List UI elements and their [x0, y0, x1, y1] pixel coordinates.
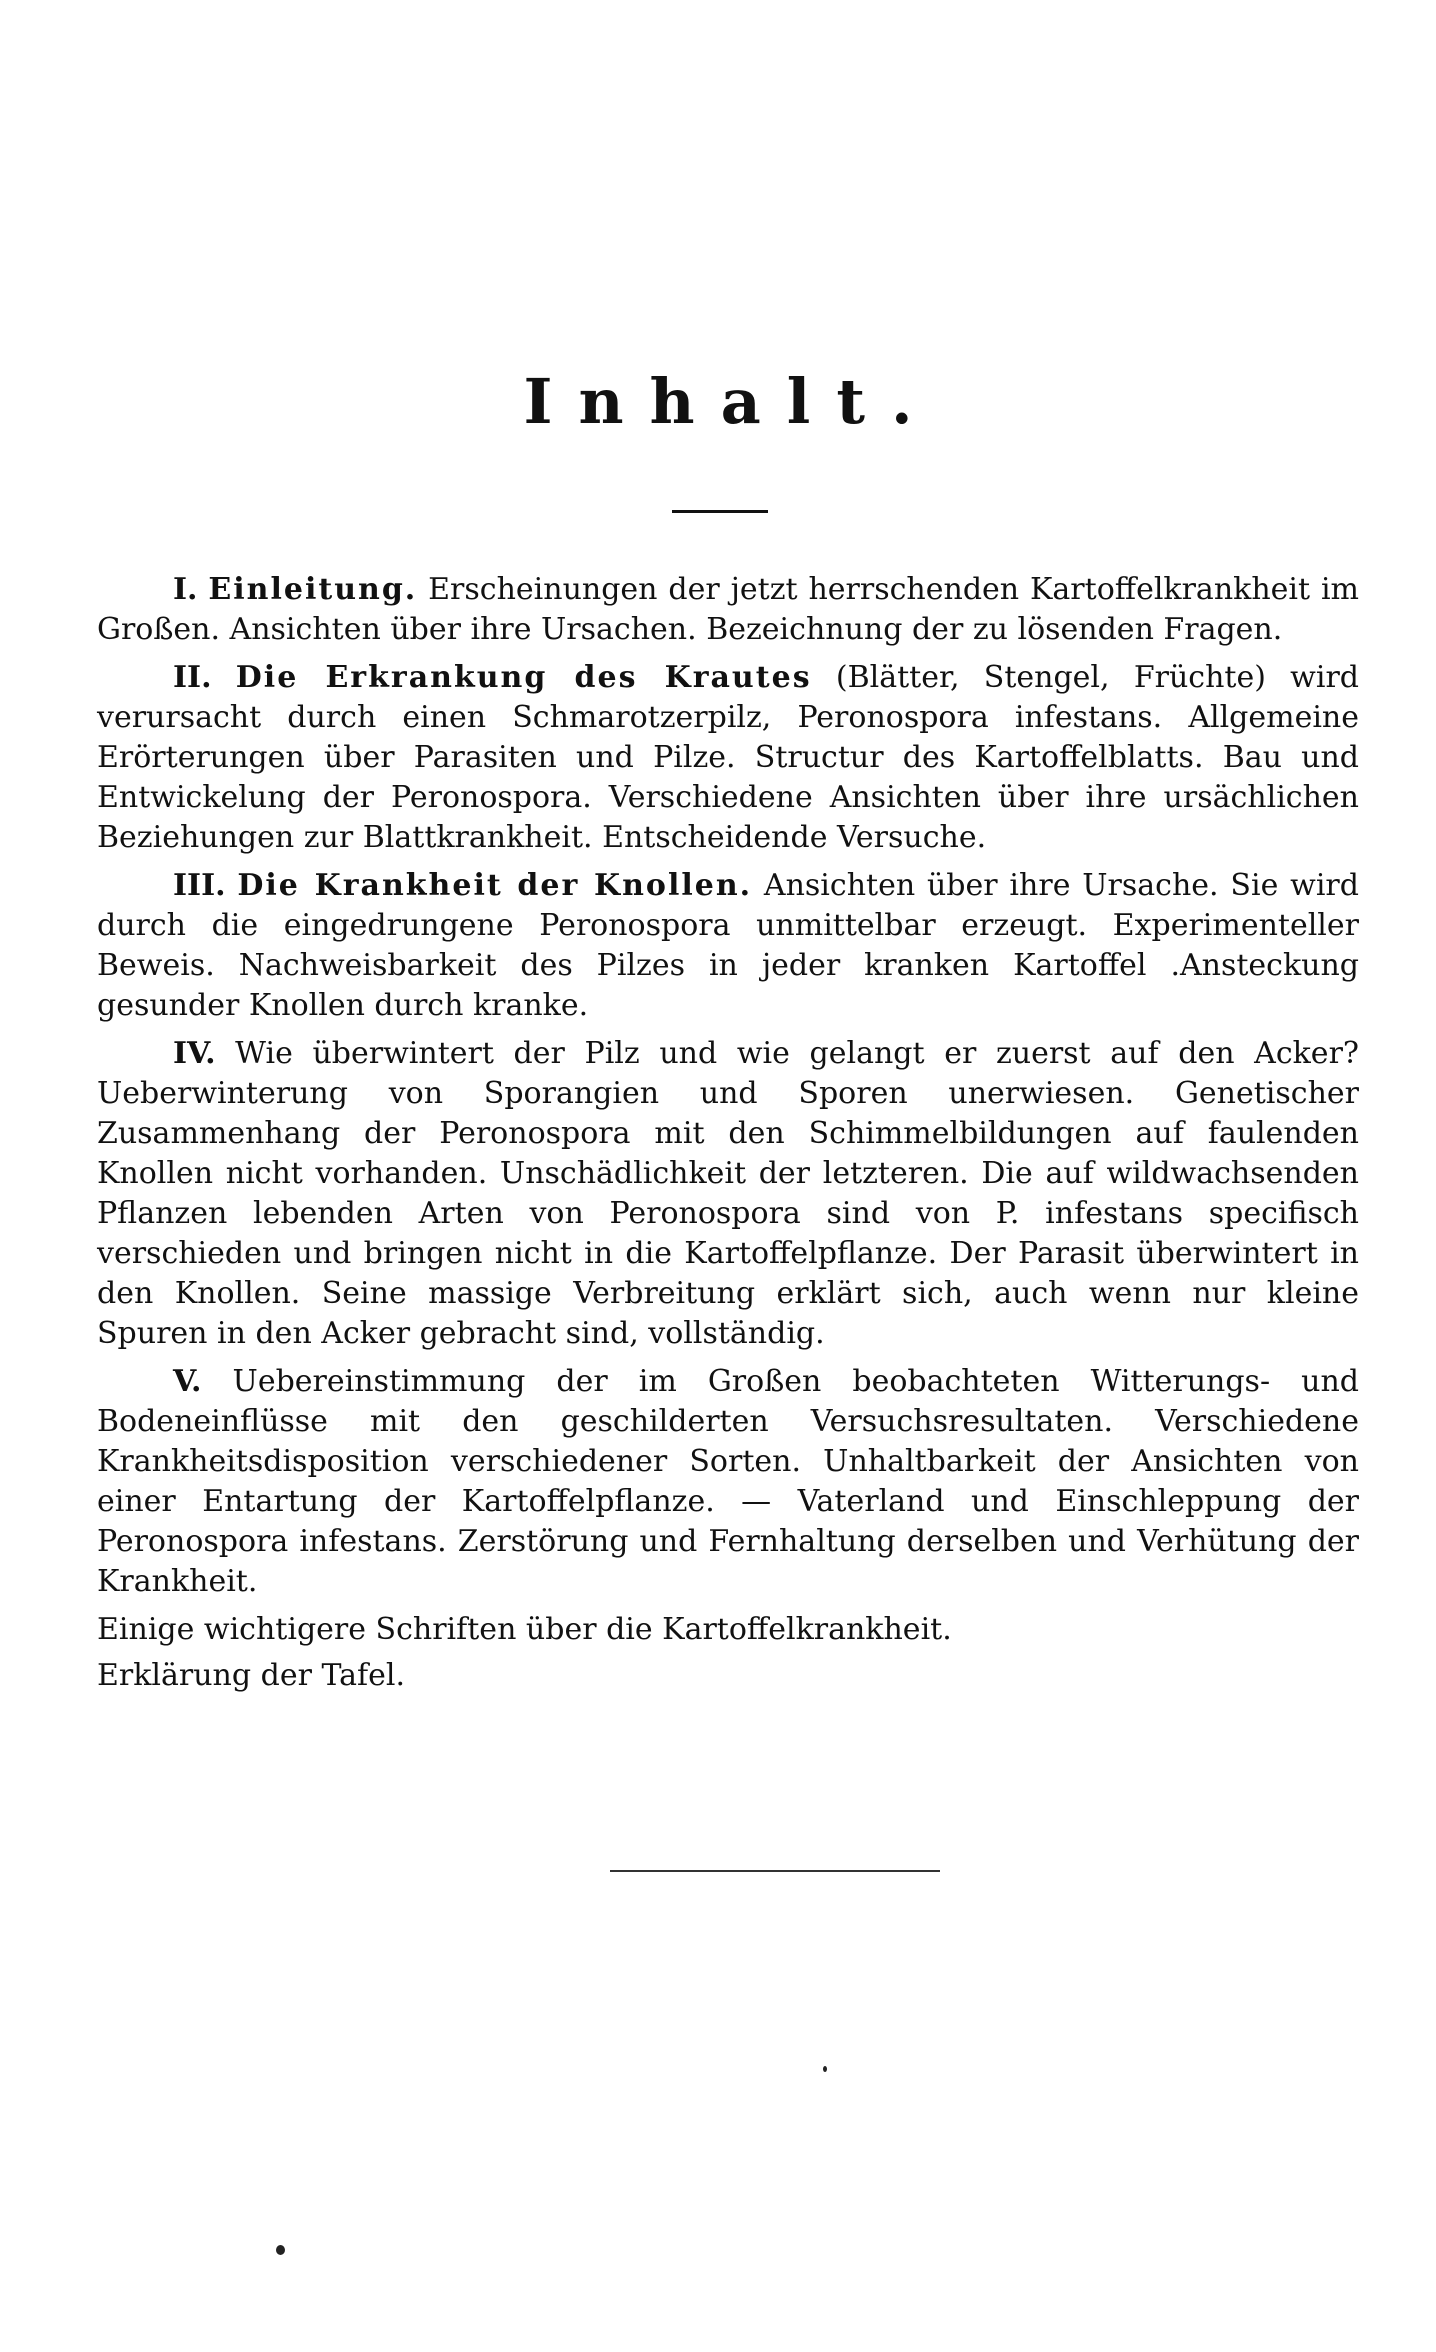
toc-section-1	[97, 570, 1359, 650]
scan-speck	[823, 2066, 827, 2072]
section-text: Ansichten über ihre Ursache. Sie wird durch die eingedrungene Peronospora unmittelbar erzeugt. Experimenteller Beweis. Nachweisbarkeit des Pilzes in jeder kranken Kartoffel .Ansteckung gesunder Knollen durch kranke.	[97, 868, 1359, 1023]
section-number: II.	[173, 660, 212, 695]
page-title: Inhalt.	[523, 365, 939, 438]
section-text: Wie überwintert der Pilz und wie gelangt er zuerst auf den Acker? Ueberwinterung von Sporangien und Sporen unerwiesen. Genetischer Zusammenhang der Peronospora mit den Schimmelbildungen auf faulenden Knollen nicht vorhanden. Unschädlichkeit der letzteren. Die auf wildwachsenden Pflanzen lebenden Arten von Peronospora sind von P. infestans specifisch verschieden und bringen nicht in die Kartoffelpflanze. Der Parasit überwintert in den Knollen. Seine massige Verbreitung erklärt sich, auch wenn nur kleine Spuren in den Acker gebracht sind, vollständig.	[97, 1036, 1359, 1351]
toc-appendix-literature: Einige wichtigere Schriften über die Kartoffelkrankheit.	[97, 1612, 952, 1647]
section-number: V.	[173, 1364, 202, 1399]
table-of-contents	[97, 570, 1359, 1702]
section-text: (Blätter, Stengel, Früchte) wird verursacht durch einen Schmarotzerpilz, Peronospora infestans. Allgemeine Erörterungen über Parasiten und Pilze. Structur des Kartoffelblatts. Bau und Entwickelung der Peronospora. Verschiedene Ansichten über ihre ursächlichen Beziehungen zur Blattkrankheit. Entscheidende Versuche.	[97, 660, 1359, 855]
section-number: IV.	[173, 1036, 216, 1071]
section-heading: Einleitung.	[208, 572, 418, 607]
toc-appendix-plate: Erklärung der Tafel.	[97, 1658, 406, 1693]
toc-section-4	[97, 1034, 1359, 1354]
toc-section-2	[97, 658, 1359, 858]
section-text: Erscheinungen der jetzt herrschenden Kartoffelkrankheit im Großen. Ansichten über ihre Ursachen. Bezeichnung der zu lösenden Fragen.	[97, 572, 1359, 647]
section-text: Uebereinstimmung der im Großen beobachteten Witterungs- und Bodeneinflüsse mit den geschilderten Versuchsresultaten. Verschiedene Krankheitsdisposition verschiedener Sorten. Unhaltbarkeit der Ansichten von einer Entartung der Kartoffelpflanze. — Vaterland und Einschleppung der Peronospora infestans. Zerstörung und Fernhaltung derselben und Verhütung der Krankheit.	[97, 1364, 1359, 1599]
title-divider	[672, 510, 768, 513]
section-number: I.	[173, 572, 198, 607]
section-number: III.	[173, 868, 226, 903]
bottom-divider	[610, 1870, 940, 1872]
toc-section-3	[97, 866, 1359, 1026]
toc-section-5	[97, 1362, 1359, 1602]
section-heading: Die Erkrankung des Krautes	[235, 660, 812, 695]
scan-speck	[276, 2245, 285, 2255]
section-heading: Die Krankheit der Knollen.	[237, 868, 753, 903]
